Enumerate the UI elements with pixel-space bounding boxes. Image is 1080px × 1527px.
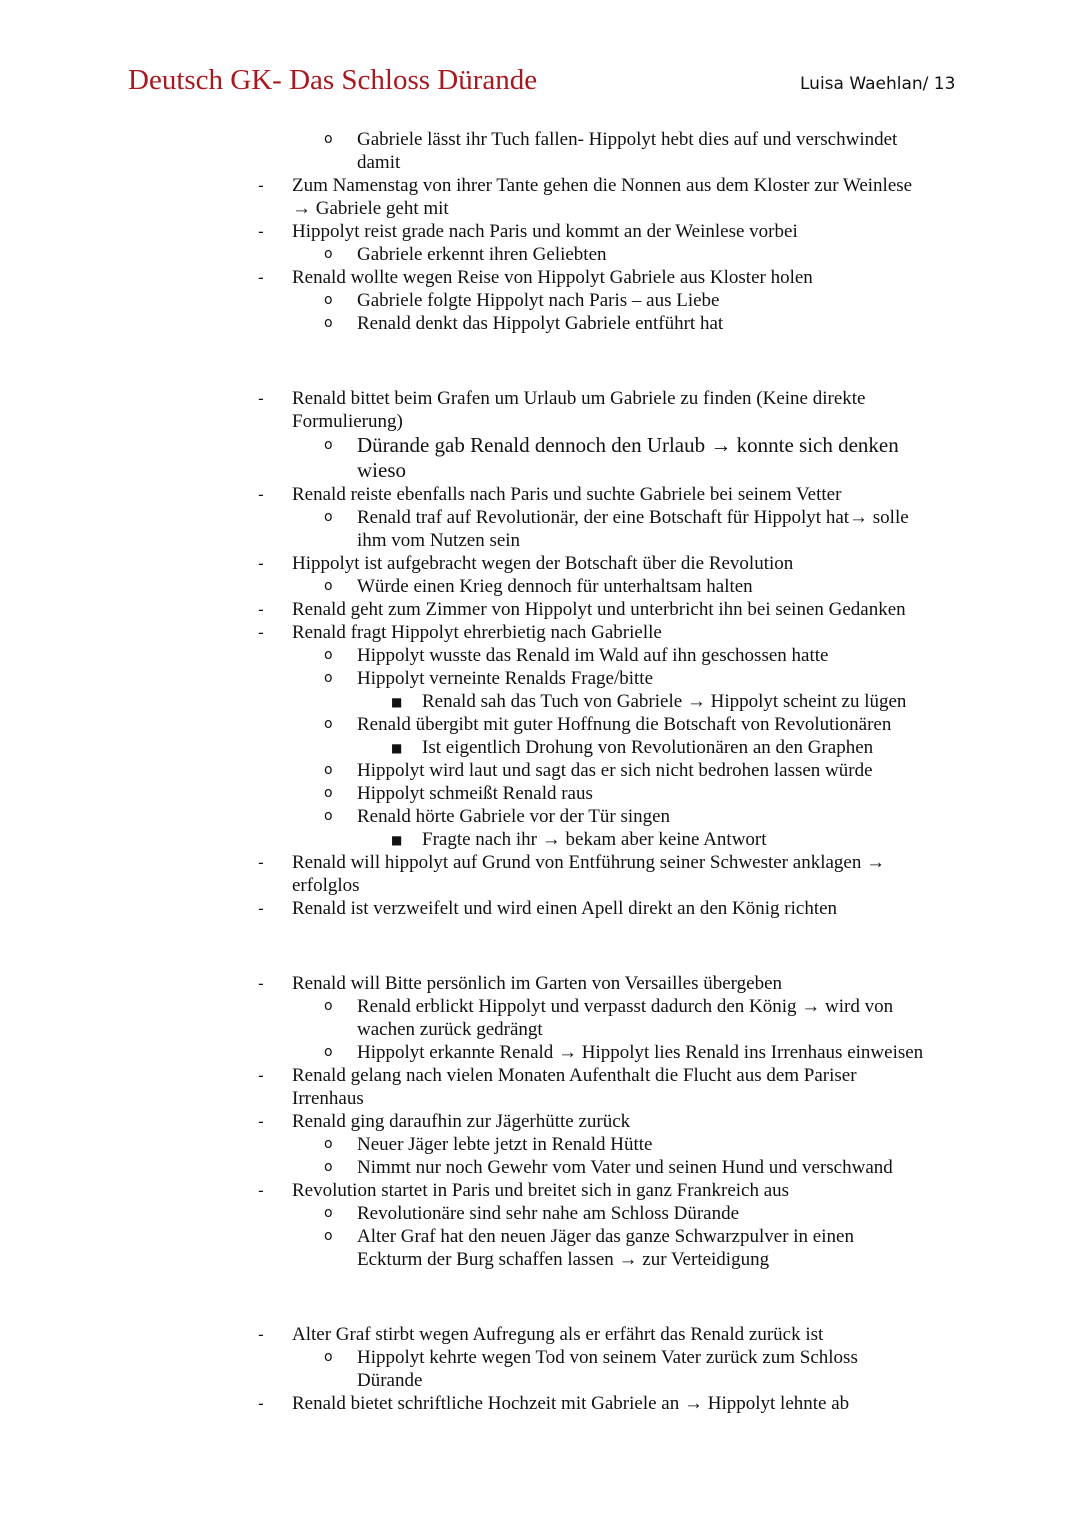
notes-body xyxy=(0,128,1080,1415)
section-gap xyxy=(0,335,1080,387)
item-text: Renald ist verzweifelt und wird einen Apell direkt an den König richten xyxy=(292,898,838,919)
bullet-item xyxy=(0,667,1080,690)
circle-bullet-icon: o xyxy=(324,131,333,147)
circle-bullet-icon: o xyxy=(324,808,333,824)
dash-bullet-icon: - xyxy=(258,176,264,195)
item-text: Renald hörte Gabriele vor der Tür singen xyxy=(357,806,671,827)
circle-bullet-icon: o xyxy=(324,509,333,525)
item-text: Dürande gab Renald dennoch den Urlaub → konnte sich denken xyxy=(357,433,899,457)
bullet-item xyxy=(0,552,1080,575)
bullet-item xyxy=(0,621,1080,644)
item-text: Hippolyt ist aufgebracht wegen der Botschaft über die Revolution xyxy=(292,553,794,574)
bullet-item xyxy=(0,713,1080,736)
dash-bullet-icon: - xyxy=(258,1066,264,1085)
bullet-item xyxy=(0,972,1080,995)
item-text: Renald gelang nach vielen Monaten Aufenthalt die Flucht aus dem Pariser xyxy=(292,1065,857,1086)
dash-bullet-icon: - xyxy=(258,853,264,872)
circle-bullet-icon: o xyxy=(324,785,333,801)
bullet-item xyxy=(0,243,1080,266)
bullet-item xyxy=(0,736,1080,759)
item-text: Renald erblickt Hippolyt und verpasst dadurch den König → wird von xyxy=(357,996,894,1017)
item-text: Renald denkt das Hippolyt Gabriele entführt hat xyxy=(357,313,724,334)
item-text: Formulierung) xyxy=(292,411,403,432)
dash-bullet-icon: - xyxy=(258,389,264,408)
dash-bullet-icon: - xyxy=(258,899,264,918)
bullet-item xyxy=(0,174,1080,197)
dash-bullet-icon: - xyxy=(258,600,264,619)
bullet-item xyxy=(0,644,1080,667)
bullet-item xyxy=(0,1346,1080,1369)
item-text: Renald will hippolyt auf Grund von Entführung seiner Schwester anklagen → xyxy=(292,852,886,873)
bullet-item xyxy=(0,782,1080,805)
circle-bullet-icon: o xyxy=(324,998,333,1014)
item-text: Gabriele lässt ihr Tuch fallen- Hippolyt hebt dies auf und verschwindet xyxy=(357,129,898,150)
item-text: Würde einen Krieg dennoch für unterhaltsam halten xyxy=(357,576,753,597)
bullet-item xyxy=(0,266,1080,289)
bullet-item xyxy=(0,289,1080,312)
item-text: damit xyxy=(357,152,401,173)
bullet-item xyxy=(0,1156,1080,1179)
bullet-continuation xyxy=(0,874,1080,897)
item-text: Renald will Bitte persönlich im Garten von Versailles übergeben xyxy=(292,973,783,994)
item-text: Fragte nach ihr → bekam aber keine Antwort xyxy=(422,829,767,850)
item-text: Renald bietet schriftliche Hochzeit mit Gabriele an → Hippolyt lehnte ab xyxy=(292,1393,850,1414)
bullet-item xyxy=(0,506,1080,529)
bullet-item xyxy=(0,598,1080,621)
item-text: Renald reiste ebenfalls nach Paris und suchte Gabriele bei seinem Vetter xyxy=(292,484,842,505)
bullet-continuation xyxy=(0,1018,1080,1041)
bullet-continuation xyxy=(0,1087,1080,1110)
circle-bullet-icon: o xyxy=(324,1159,333,1175)
item-text: Hippolyt verneinte Renalds Frage/bitte xyxy=(357,668,654,689)
item-text: Eckturm der Burg schaffen lassen → zur Verteidigung xyxy=(357,1249,770,1270)
bullet-item xyxy=(0,1202,1080,1225)
item-text: Nimmt nur noch Gewehr vom Vater und seinen Hund und verschwand xyxy=(357,1157,893,1178)
circle-bullet-icon: o xyxy=(324,1205,333,1221)
dash-bullet-icon: - xyxy=(258,485,264,504)
bullet-item xyxy=(0,1392,1080,1415)
bullet-item xyxy=(0,433,1080,458)
item-text: Irrenhaus xyxy=(292,1088,364,1109)
dash-bullet-icon: - xyxy=(258,1181,264,1200)
circle-bullet-icon: o xyxy=(324,716,333,732)
circle-bullet-icon: o xyxy=(324,246,333,262)
bullet-item xyxy=(0,1179,1080,1202)
bullet-item xyxy=(0,128,1080,151)
item-text: Hippolyt reist grade nach Paris und kommt an der Weinlese vorbei xyxy=(292,221,798,242)
bullet-item xyxy=(0,220,1080,243)
item-text: Hippolyt wusste das Renald im Wald auf ihn geschossen hatte xyxy=(357,645,829,666)
item-text: Renald sah das Tuch von Gabriele → Hippolyt scheint zu lügen xyxy=(422,691,907,712)
bullet-continuation xyxy=(0,151,1080,174)
bullet-continuation xyxy=(0,1369,1080,1392)
dash-bullet-icon: - xyxy=(258,1394,264,1413)
item-text: Alter Graf stirbt wegen Aufregung als er erfährt das Renald zurück ist xyxy=(292,1324,824,1345)
item-text: Hippolyt wird laut und sagt das er sich nicht bedrohen lassen würde xyxy=(357,760,873,781)
bullet-continuation xyxy=(0,529,1080,552)
bullet-item xyxy=(0,575,1080,598)
item-text: Renald traf auf Revolutionär, der eine Botschaft für Hippolyt hat→ solle xyxy=(357,507,909,528)
square-bullet-icon: ■ xyxy=(391,833,403,847)
circle-bullet-icon: o xyxy=(324,578,333,594)
circle-bullet-icon: o xyxy=(324,1349,333,1365)
bullet-item xyxy=(0,1110,1080,1133)
circle-bullet-icon: o xyxy=(324,670,333,686)
item-text: Revolution startet in Paris und breitet sich in ganz Frankreich aus xyxy=(292,1180,790,1201)
item-text: Zum Namenstag von ihrer Tante gehen die Nonnen aus dem Kloster zur Weinlese xyxy=(292,175,913,196)
circle-bullet-icon: o xyxy=(324,1136,333,1152)
bullet-item xyxy=(0,1225,1080,1248)
item-text: wieso xyxy=(357,458,406,482)
item-text: Gabriele folgte Hippolyt nach Paris – aus Liebe xyxy=(357,290,720,311)
square-bullet-icon: ■ xyxy=(391,695,403,709)
bullet-item xyxy=(0,1064,1080,1087)
circle-bullet-icon: o xyxy=(324,762,333,778)
bullet-item xyxy=(0,1323,1080,1346)
square-bullet-icon: ■ xyxy=(391,741,403,755)
circle-bullet-icon: o xyxy=(324,1228,333,1244)
bullet-continuation xyxy=(0,197,1080,220)
item-text: Renald übergibt mit guter Hoffnung die Botschaft von Revolutionären xyxy=(357,714,892,735)
bullet-continuation xyxy=(0,1248,1080,1271)
item-text: Alter Graf hat den neuen Jäger das ganze Schwarzpulver in einen xyxy=(357,1226,854,1247)
circle-bullet-icon: o xyxy=(324,292,333,308)
bullet-continuation xyxy=(0,458,1080,483)
bullet-item xyxy=(0,312,1080,335)
dash-bullet-icon: - xyxy=(258,222,264,241)
item-text: Ist eigentlich Drohung von Revolutionären an den Graphen xyxy=(422,737,874,758)
item-text: Renald wollte wegen Reise von Hippolyt Gabriele aus Kloster holen xyxy=(292,267,813,288)
dash-bullet-icon: - xyxy=(258,1112,264,1131)
item-text: Renald bittet beim Grafen um Urlaub um Gabriele zu finden (Keine direkte xyxy=(292,388,866,409)
bullet-item xyxy=(0,897,1080,920)
bullet-item xyxy=(0,690,1080,713)
bullet-item xyxy=(0,483,1080,506)
bullet-item xyxy=(0,759,1080,782)
item-text: Hippolyt erkannte Renald → Hippolyt lies Renald ins Irrenhaus einweisen xyxy=(357,1042,924,1063)
item-text: Renald fragt Hippolyt ehrerbietig nach Gabrielle xyxy=(292,622,662,643)
item-text: Gabriele erkennt ihren Geliebten xyxy=(357,244,607,265)
dash-bullet-icon: - xyxy=(258,1325,264,1344)
item-text: ihm vom Nutzen sein xyxy=(357,530,521,551)
circle-bullet-icon: o xyxy=(324,1044,333,1060)
item-text: erfolglos xyxy=(292,875,360,896)
bullet-item xyxy=(0,851,1080,874)
section-gap xyxy=(0,920,1080,972)
page-title: Deutsch GK- Das Schloss Dürande xyxy=(128,64,538,96)
dash-bullet-icon: - xyxy=(258,268,264,287)
section-gap xyxy=(0,1271,1080,1323)
item-text: → Gabriele geht mit xyxy=(292,198,449,219)
circle-bullet-icon: o xyxy=(324,437,333,453)
item-text: Hippolyt kehrte wegen Tod von seinem Vater zurück zum Schloss xyxy=(357,1347,858,1368)
dash-bullet-icon: - xyxy=(258,974,264,993)
circle-bullet-icon: o xyxy=(324,647,333,663)
bullet-item xyxy=(0,1041,1080,1064)
item-text: Renald geht zum Zimmer von Hippolyt und unterbricht ihn bei seinen Gedanken xyxy=(292,599,906,620)
bullet-item xyxy=(0,1133,1080,1156)
bullet-item xyxy=(0,995,1080,1018)
item-text: Dürande xyxy=(357,1370,423,1391)
item-text: wachen zurück gedrängt xyxy=(357,1019,543,1040)
item-text: Neuer Jäger lebte jetzt in Renald Hütte xyxy=(357,1134,653,1155)
dash-bullet-icon: - xyxy=(258,623,264,642)
circle-bullet-icon: o xyxy=(324,315,333,331)
dash-bullet-icon: - xyxy=(258,554,264,573)
bullet-item xyxy=(0,387,1080,410)
item-text: Hippolyt schmeißt Renald raus xyxy=(357,783,593,804)
item-text: Renald ging daraufhin zur Jägerhütte zurück xyxy=(292,1111,631,1132)
author-label: Luisa Waehlan/ 13 xyxy=(800,74,956,94)
item-text: Revolutionäre sind sehr nahe am Schloss Dürande xyxy=(357,1203,740,1224)
bullet-item xyxy=(0,805,1080,828)
bullet-continuation xyxy=(0,410,1080,433)
bullet-item xyxy=(0,828,1080,851)
